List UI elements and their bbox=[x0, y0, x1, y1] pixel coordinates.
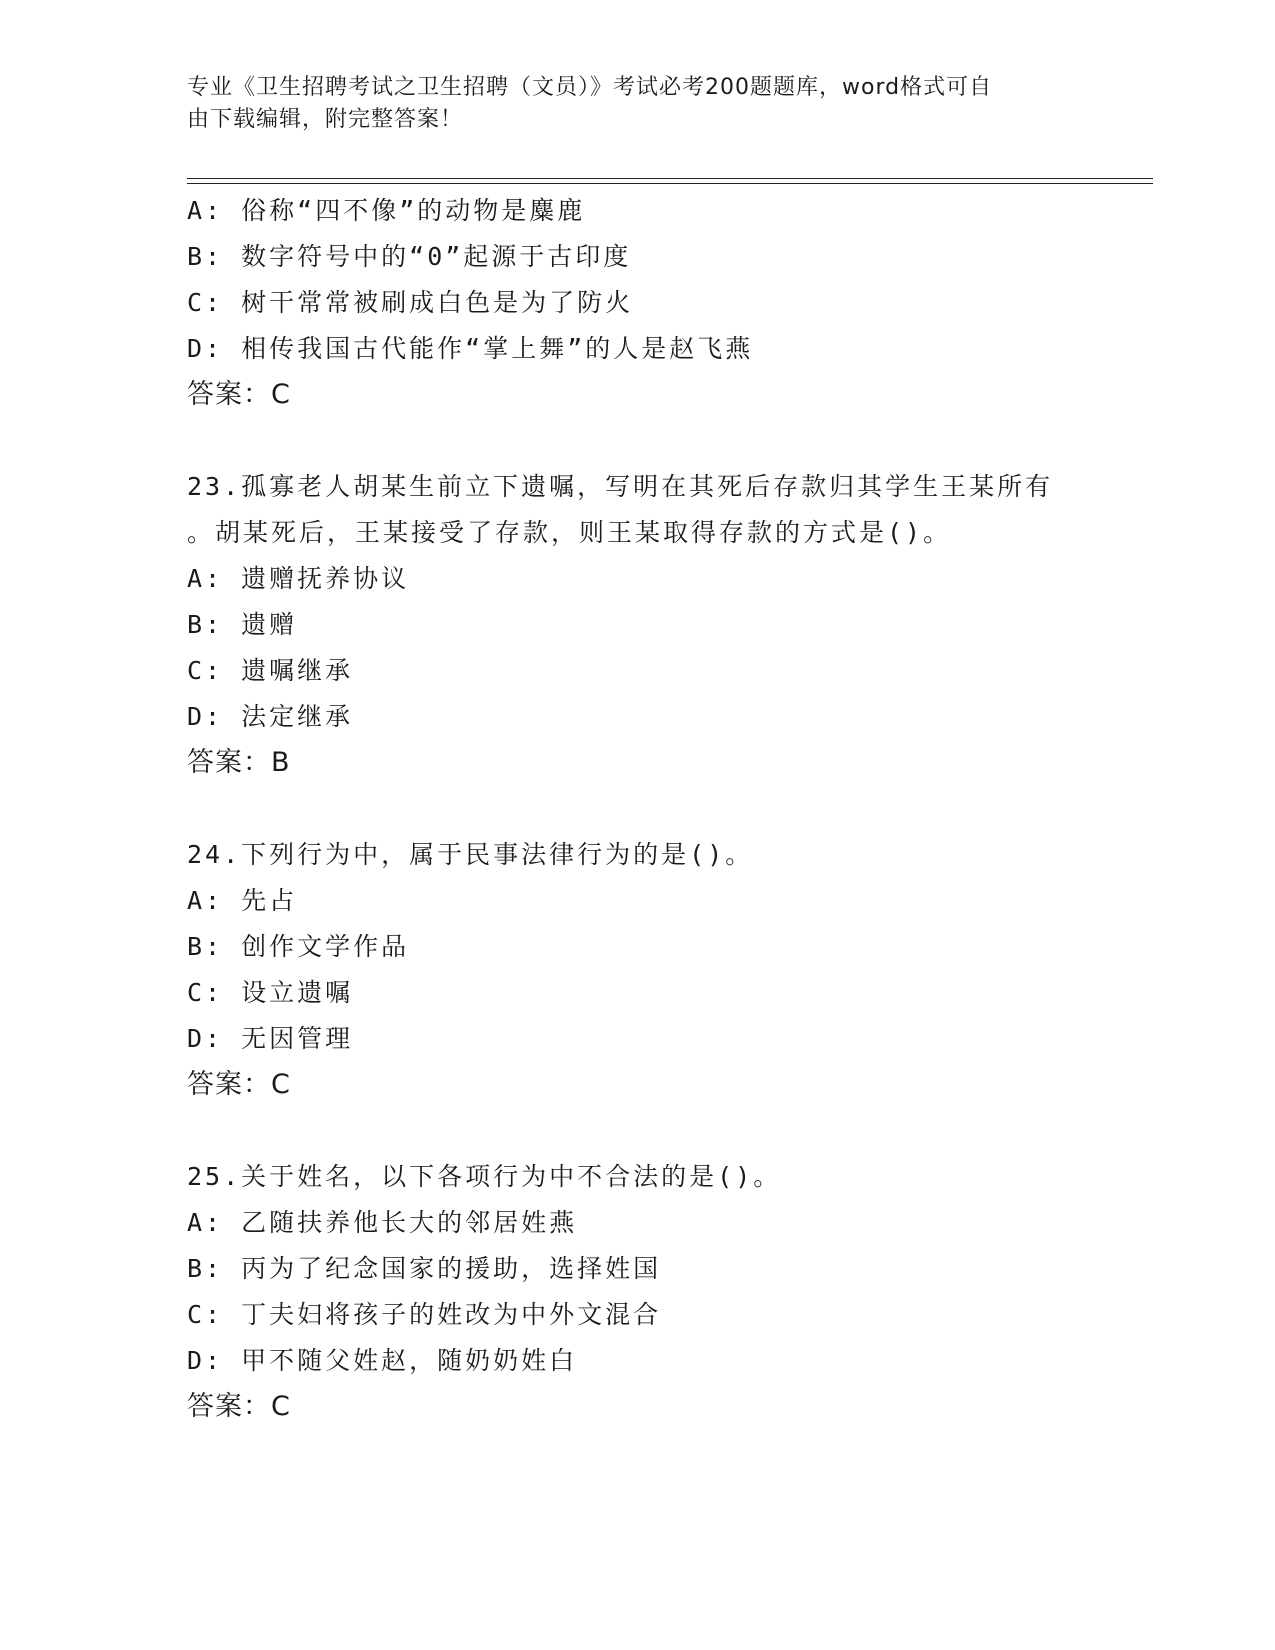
spacer bbox=[187, 786, 1153, 832]
option-c: C: 设立遗嘱 bbox=[187, 978, 354, 1007]
option-d: D: 无因管理 bbox=[187, 1024, 354, 1053]
question-stem: 24.下列行为中，属于民事法律行为的是()。 bbox=[187, 840, 754, 869]
question-block-24 bbox=[187, 832, 1153, 1108]
option-b: B: 遗赠 bbox=[187, 610, 298, 639]
answer-line: 答案：C bbox=[187, 379, 291, 410]
question-list bbox=[187, 188, 1153, 1430]
header-rule-bottom bbox=[187, 183, 1153, 184]
question-block-prev bbox=[187, 188, 1153, 418]
question-block-25 bbox=[187, 1154, 1153, 1430]
option-c: C: 丁夫妇将孩子的姓改为中外文混合 bbox=[187, 1300, 662, 1329]
option-a: A: 乙随扶养他长大的邻居姓燕 bbox=[187, 1208, 578, 1237]
option-d: D: 相传我国古代能作“掌上舞”的人是赵飞燕 bbox=[187, 334, 754, 363]
header-rule-top bbox=[187, 178, 1153, 179]
option-c: C: 树干常常被刷成白色是为了防火 bbox=[187, 288, 634, 317]
document-header bbox=[187, 72, 1067, 136]
option-b: B: 创作文学作品 bbox=[187, 932, 410, 961]
answer-line: 答案：B bbox=[187, 747, 291, 778]
question-block-23 bbox=[187, 464, 1153, 786]
question-stem: 23.孤寡老人胡某生前立下遗嘱，写明在其死后存款归其学生王某所有 bbox=[187, 472, 1054, 501]
header-line-1: 专业《卫生招聘考试之卫生招聘（文员）》考试必考200题题库，word格式可自 bbox=[187, 75, 993, 100]
option-a: A: 遗赠抚养协议 bbox=[187, 564, 410, 593]
option-d: D: 法定继承 bbox=[187, 702, 354, 731]
option-b: B: 数字符号中的“0”起源于古印度 bbox=[187, 242, 632, 271]
question-stem: 25.关于姓名，以下各项行为中不合法的是()。 bbox=[187, 1162, 782, 1191]
header-line-2: 由下载编辑，附完整答案！ bbox=[187, 107, 464, 132]
question-stem-continued: 。胡某死后，王某接受了存款，则王某取得存款的方式是()。 bbox=[187, 518, 952, 547]
option-b: B: 丙为了纪念国家的援助，选择姓国 bbox=[187, 1254, 662, 1283]
option-a: A: 先占 bbox=[187, 886, 298, 915]
option-d: D: 甲不随父姓赵，随奶奶姓白 bbox=[187, 1346, 578, 1375]
answer-line: 答案：C bbox=[187, 1391, 291, 1422]
option-c: C: 遗嘱继承 bbox=[187, 656, 354, 685]
spacer bbox=[187, 418, 1153, 464]
answer-line: 答案：C bbox=[187, 1069, 291, 1100]
spacer bbox=[187, 1108, 1153, 1154]
option-a: A: 俗称“四不像”的动物是麋鹿 bbox=[187, 196, 586, 225]
